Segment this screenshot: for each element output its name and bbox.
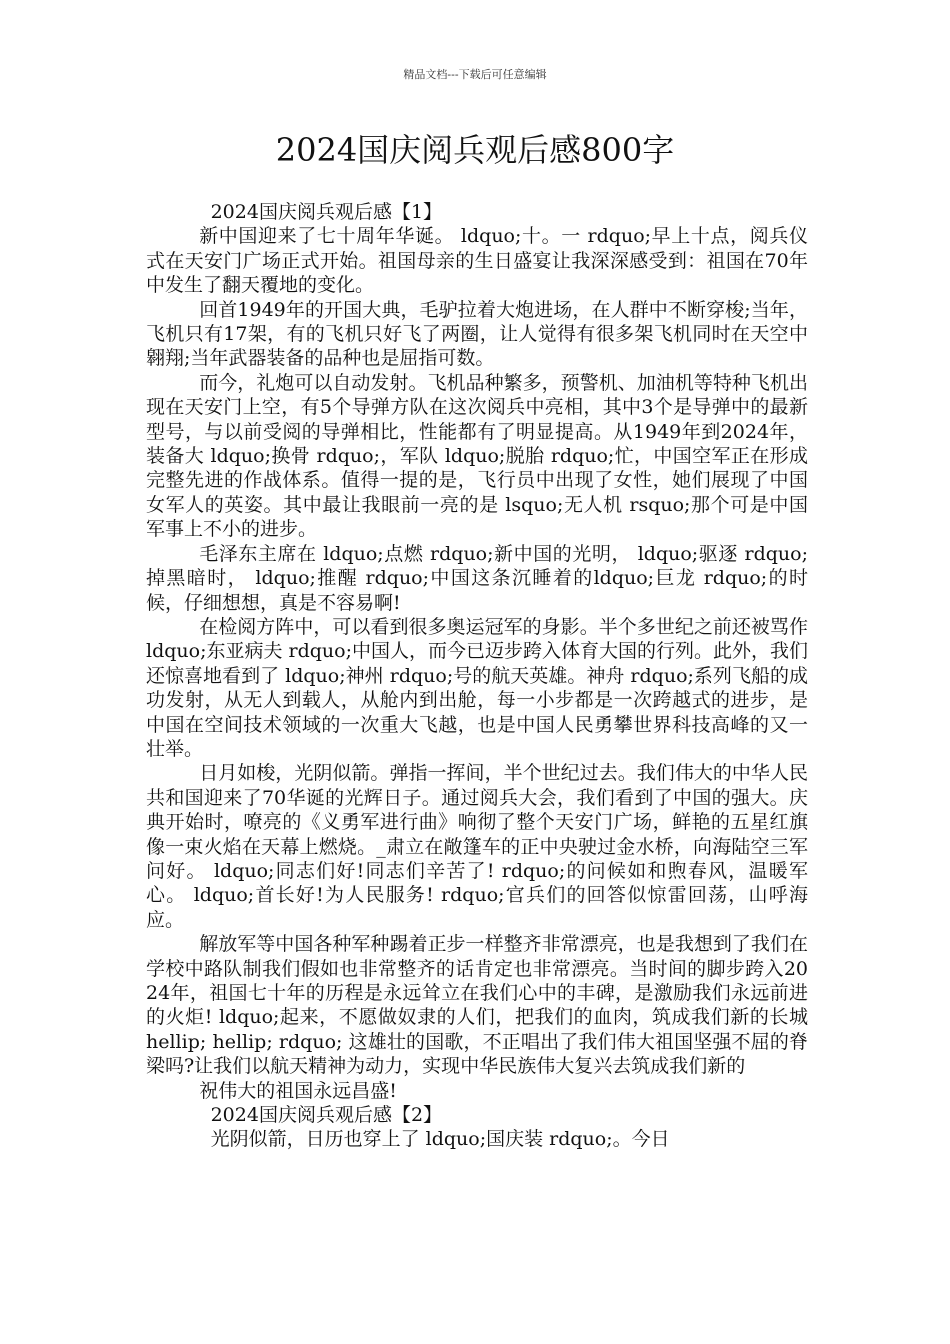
document-body — [146, 200, 808, 1152]
section-heading: 2024国庆阅兵观后感【2】 — [210, 1104, 443, 1127]
paragraph: 毛泽东主席在 ldquo;点燃 rdquo;新中国的光明， ldquo;驱逐 rdquo;掉黑暗时， ldquo;推醒 rdquo;中国这条沉睡着的ldquo;巨龙 rdquo;的时候，仔细想想，真是不容易啊! — [146, 542, 808, 614]
section-heading: 2024国庆阅兵观后感【1】 — [210, 201, 443, 223]
paragraph: 祝伟大的祖国永远昌盛! — [199, 1079, 397, 1102]
document-title: 2024国庆阅兵观后感800字 — [275, 131, 675, 169]
page-header: 精品文档---下载后可任意编辑 — [403, 68, 547, 81]
paragraph: 日月如梭，光阴似箭。弹指一挥间，半个世纪过去。我们伟大的中华人民共和国迎来了70华诞的光辉日子。通过阅兵大会，我们看到了中国的强大。庆典开始时，嘹亮的《义勇军进行曲》响彻了整个天安门广场，鲜艳的五星红旗像一束火焰在天幕上燃烧。_肃立在敞篷车的正中央驶过金水桥，向海陆空三军问好。 ldquo;同志们好!同志们辛苦了! rdquo;的问候如和煦春风，温暖军心。 ldquo;首长好!为人民服务! rdquo;官兵们的回答似惊雷回荡，山呼海应。 — [146, 762, 808, 931]
paragraph: 而今，礼炮可以自动发射。飞机品种繁多，预警机、加油机等特种飞机出现在天安门上空，有5个导弹方队在这次阅兵中亮相，其中3个是导弹中的最新型号，与以前受阅的导弹相比，性能都有了明显提高。从1949年到2024年，装备大 ldquo;换骨 rdquo;，军队 ldquo;脱胎 rdquo;忙，中国空军正在形成完整先进的作战体系。值得一提的是，飞行员中出现了女性，她们展现了中国女军人的英姿。其中最让我眼前一亮的是 lsquo;无人机 rsquo;那个可是中国军事上不小的进步。 — [146, 371, 808, 541]
paragraph: 光阴似箭，日历也穿上了 ldquo;国庆装 rdquo;。今日 — [210, 1128, 670, 1151]
paragraph: 回首1949年的开国大典，毛驴拉着大炮进场，在人群中不断穿梭;当年，飞机只有17架，有的飞机只好飞了两圈，让人觉得有很多架飞机同时在天空中翱翔;当年武器装备的品种也是屈指可数。 — [146, 298, 808, 370]
paragraph: 解放军等中国各种军种踢着正步一样整齐非常漂亮，也是我想到了我们在学校中路队制我们假如也非常整齐的话肯定也非常漂亮。当时间的脚步跨入2024年，祖国七十年的历程是永远耸立在我们心中的丰碑，是激励我们永远前进的火炬! ldquo;起来，不愿做奴隶的人们，把我们的血肉，筑成我们新的长城 hellip; hellip; rdquo; 这雄壮的国歌，不正唱出了我们伟大祖国坚强不屈的脊梁吗?让我们以航天精神为动力，实现中华民族伟大复兴去筑成我们新的 — [146, 933, 808, 1078]
paragraph: 新中国迎来了七十周年华诞。 ldquo;十。一 rdquo;早上十点，阅兵仪式在天安门广场正式开始。祖国母亲的生日盛宴让我深深感受到：祖国在70年中发生了翻天覆地的变化。 — [146, 225, 808, 297]
paragraph: 在检阅方阵中，可以看到很多奥运冠军的身影。半个多世纪之前还被骂作 ldquo;东亚病夫 rdquo;中国人，而今已迈步跨入体育大国的行列。此外，我们还惊喜地看到了 ldquo;神州 rdquo;号的航天英雄。神舟 rdquo;系列飞船的成功发射，从无人到载人，从舱内到出舱，每一小步都是一次跨越式的进步，是中国在空间技术领域的一次重大飞越，也是中国人民勇攀世界科技高峰的又一壮举。 — [146, 615, 809, 760]
